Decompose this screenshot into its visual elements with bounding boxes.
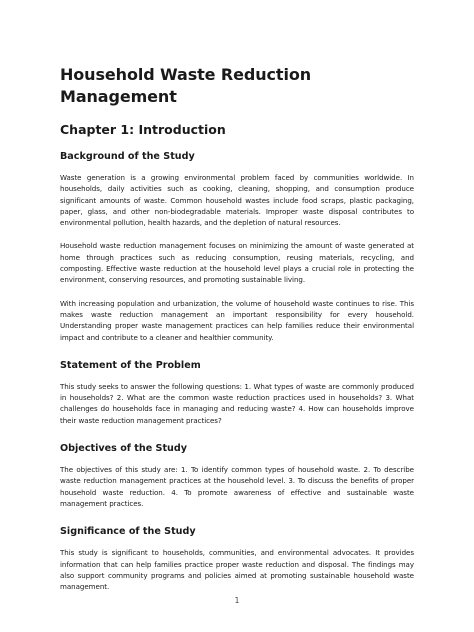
paragraph: This study seeks to answer the following questions: 1. What types of waste are commonly produced in households? 2. What are the common waste reduction practices used in households? 3. What challenges do households face in managing and reducing waste? 4. How can households improve their waste reduction management practices? xyxy=(60,381,414,425)
section-heading-objectives: Objectives of the Study xyxy=(60,443,188,455)
section-heading-statement: Statement of the Problem xyxy=(60,359,201,371)
section-significance xyxy=(60,525,414,592)
paragraph: With increasing population and urbanization, the volume of household waste continues to rise. This makes waste reduction management an important responsibility for every household. Understanding proper waste management practices can help families reduce their environmental impact and contribute to a cleaner and healthier community. xyxy=(60,298,414,342)
chapter-heading: Chapter 1: Introduction xyxy=(60,122,226,137)
page-content xyxy=(60,64,414,604)
paragraph: Household waste reduction management focuses on minimizing the amount of waste generated at home through practices such as reducing consumption, reusing materials, recycling, and composting. Effective waste reduction at the household level plays a crucial role in protecting the environment, conserving resources, and promoting sustainable living. xyxy=(60,241,414,285)
section-heading-background: Background of the Study xyxy=(60,151,195,162)
paragraph: This study is significant to households, communities, and environmental advocates. It provides information that can help families practice proper waste reduction and disposal. The findings may also support community programs and policies aimed at promoting sustainable household waste management. xyxy=(60,548,414,592)
page-number: 1 xyxy=(234,596,240,605)
section-objectives xyxy=(60,442,414,509)
paragraph: The objectives of this study are: 1. To identify common types of household waste. 2. To describe waste reduction management practices at the household level. 3. To discuss the benefits of proper household waste reduction. 4. To promote awareness of effective and sustainable waste management practices. xyxy=(60,465,414,508)
paragraph: Waste generation is a growing environmental problem faced by communities worldwide. In households, daily activities such as cooking, cleaning, shopping, and consumption produce significant amounts of waste. Common household wastes include food scraps, plastic packaging, paper, glass, and other non-biodegradable materials. Improper waste disposal contributes to environmental pollution, health hazards, and the depletion of natural resources. xyxy=(60,173,414,228)
section-statement-of-problem xyxy=(60,359,414,426)
section-background xyxy=(60,150,414,343)
section-heading-significance: Significance of the Study xyxy=(60,526,196,538)
document-title: Household Waste Reduction Management xyxy=(60,65,312,106)
